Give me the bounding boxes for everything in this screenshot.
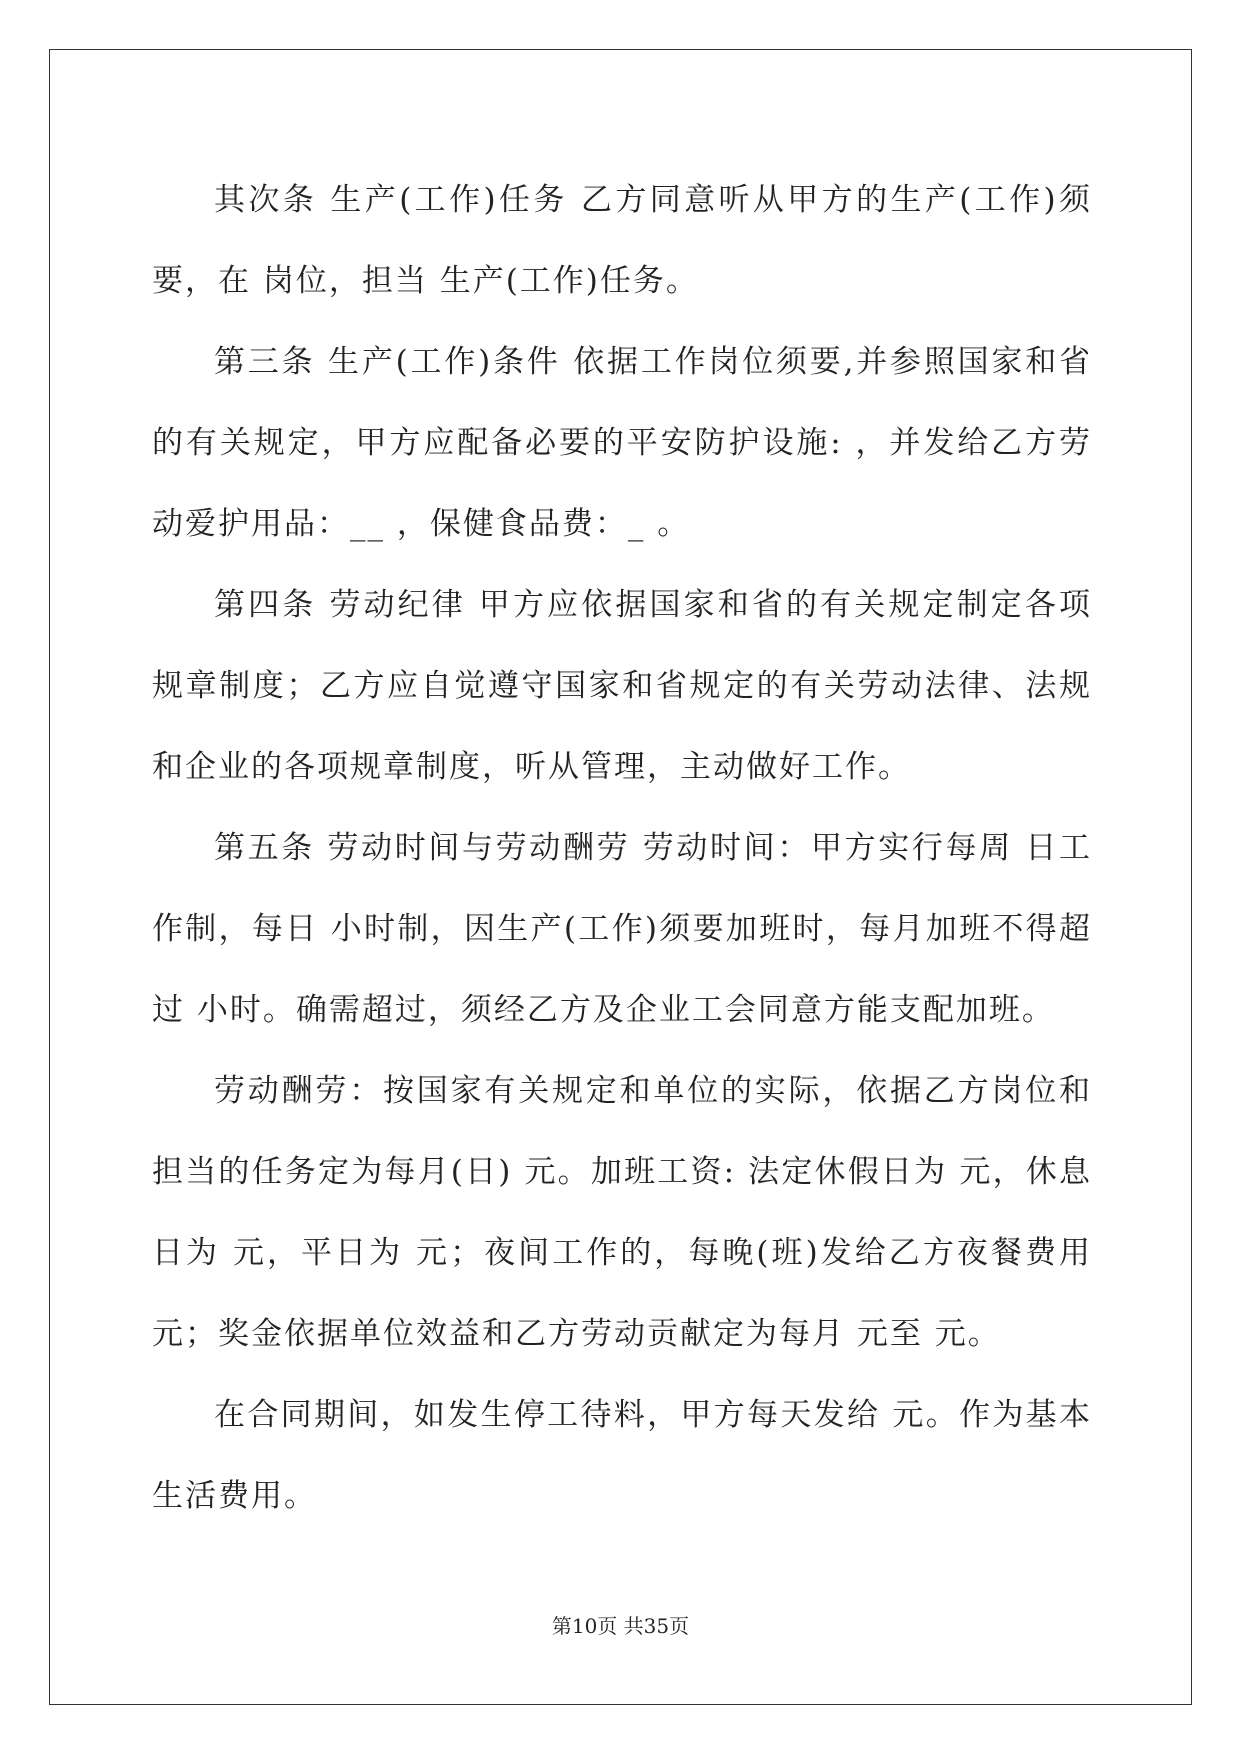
paragraph-article-5: 第五条 劳动时间与劳动酬劳 劳动时间：甲方实行每周 日工作制，每日 小时制，因生产(工作)须要加班时，每月加班不得超过 小时。确需超过，须经乙方及企业工会同意方能支配加班。: [152, 830, 1092, 1028]
paragraph-work-stoppage: 在合同期间，如发生停工待料，甲方每天发给 元。作为基本生活费用。: [152, 1397, 1092, 1514]
paragraph-article-2: 其次条 生产(工作)任务 乙方同意听从甲方的生产(工作)须要，在 岗位，担当 生产(工作)任务。: [152, 182, 1092, 299]
document-body: [152, 160, 1092, 1537]
paragraph-remuneration: 劳动酬劳：按国家有关规定和单位的实际，依据乙方岗位和担当的任务定为每月(日) 元。加班工资: 法定休假日为 元，休息日为 元，平日为 元；夜间工作的，每晚(班)发给乙方夜餐费用 元；奖金依据单位效益和乙方劳动贡献定为每月 元至 元。: [152, 1073, 1092, 1352]
page-number: 第10页 共35页: [551, 1614, 690, 1638]
paragraph-article-4: 第四条 劳动纪律 甲方应依据国家和省的有关规定制定各项规章制度；乙方应自觉遵守国家和省规定的有关劳动法律、法规和企业的各项规章制度，听从管理，主动做好工作。: [152, 587, 1092, 785]
paragraph-article-3: 第三条 生产(工作)条件 依据工作岗位须要,并参照国家和省的有关规定，甲方应配备必要的平安防护设施: ，并发给乙方劳动爱护用品：__ ，保健食品费：_ 。: [152, 344, 1092, 542]
